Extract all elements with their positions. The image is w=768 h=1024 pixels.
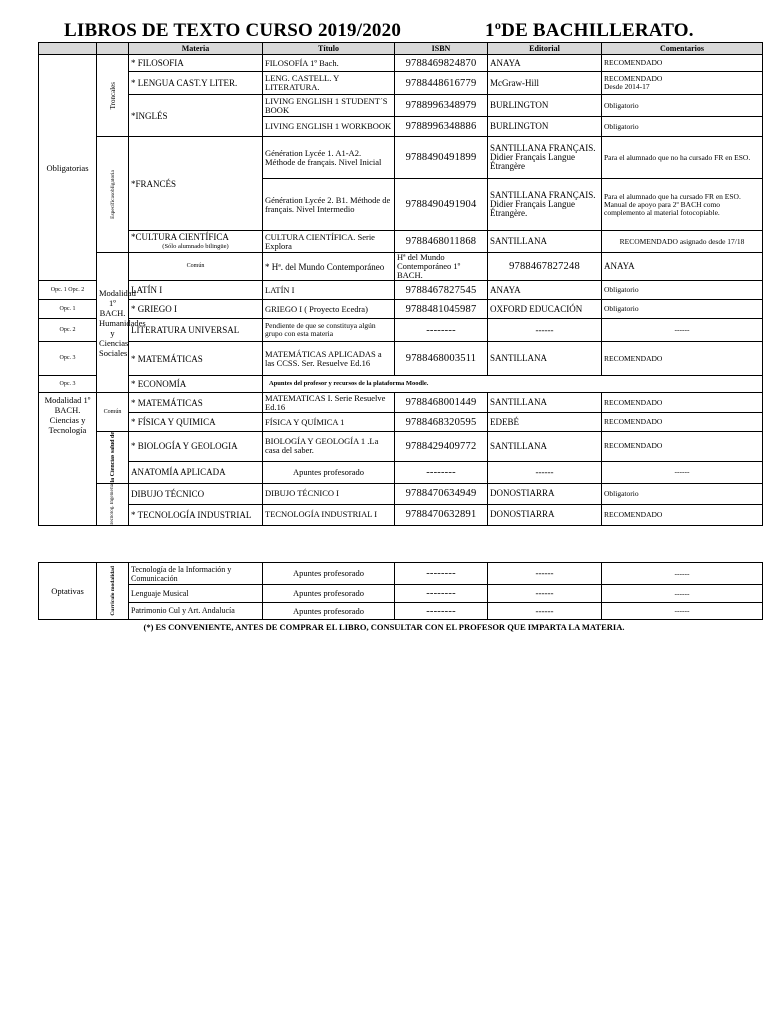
footnote: (*) ES CONVENIENTE, ANTES DE COMPRAR EL LIBRO, CONSULTAR CON EL PROFESOR QUE IMPARTA LA MATERIA.	[143, 622, 625, 632]
table-row: Opc. 1 * GRIEGO I GRIEGO I ( Proyecto Ecedra) 9788481045987 OXFORD EDUCACIÓN Obligatorio	[39, 300, 763, 319]
table-row: LIVING ENGLISH 1 WORKBOOK 9788996348886 BURLINGTON Obligatorio	[39, 117, 763, 137]
table-row: Opc. 3 * ECONOMÍA Apuntes del profesor y recursos de la plataforma Moodle.	[39, 376, 763, 393]
col-titulo: Título	[263, 43, 395, 55]
table-row: Modalidad 1º BACH. Humanidades y Ciencias Sociales Común * Hª. del Mundo Contemporáneo Hª del Mundo Contemporáneo 1º BACH. 9788467827248 ANAYA	[39, 253, 763, 281]
table-row: Obligatorias Troncales * FILOSOFIA FILOSOFÍA 1º Bach. 9788469824870 ANAYA RECOMENDADO	[39, 55, 763, 72]
table-row: * LENGUA CAST.Y LITER. LENG. CASTELL. Y LITERATURA. 9788448616779 McGraw-Hill RECOMENDADO Desde 2014-17	[39, 72, 763, 95]
col-materia: Materia	[129, 43, 263, 55]
title-left: LIBROS DE TEXTO CURSO 2019/2020	[64, 20, 402, 41]
subgroup-especificas: Específicasobligatoria	[97, 137, 129, 253]
table-row: * FÍSICA Y QUIMICA FÍSICA Y QUÍMICA 1 9788468320595 EDEBÉ RECOMENDADO	[39, 413, 763, 432]
table-row: Patrimonio Cul y Art. Andalucía Apuntes profesorado -------- ------ ------	[39, 603, 763, 620]
optativas-table	[38, 562, 763, 620]
table-row: la Ciencias salud de * BIOLOGÍA Y GEOLOGIA BIOLOGÍA Y GEOLOGÍA 1 .La casa del saber. 9788429409772 SANTILLANA RECOMENDADO	[39, 432, 763, 462]
table-row: Tecnolog. Ingeniería DIBUJO TÉCNICO DIBUJO TÉCNICO I 9788470634949 DONOSTIARRA Obligatorio	[39, 483, 763, 504]
title-right: 1ºDE BACHILLERATO.	[485, 20, 694, 41]
table-row: Opc. 1 Opc. 2 LATÍN I LATÍN I 9788467827545 ANAYA Obligatorio	[39, 281, 763, 300]
table-row: * TECNOLOGÍA INDUSTRIAL TECNOLOGÍA INDUSTRIAL I 9788470632891 DONOSTIARRA RECOMENDADO	[39, 504, 763, 525]
books-table	[38, 42, 763, 526]
table-row: Lenguaje Musical Apuntes profesorado -------- ------ ------	[39, 585, 763, 603]
table-row: ANATOMÍA APLICADA Apuntes profesorado -------- ------ ------	[39, 461, 763, 483]
col-comentarios: Comentarios	[602, 43, 763, 55]
col-editorial: Editorial	[488, 43, 602, 55]
group-optativas: Optativas	[39, 563, 97, 620]
group-humanidades: Modalidad 1º BACH. Humanidades y Ciencias Sociales	[97, 253, 129, 393]
table-row: *INGLÉS LIVING ENGLISH 1 STUDENT´S BOOK 9788996348979 BURLINGTON Obligatorio	[39, 95, 763, 117]
table-row: *CULTURA CIENTÍFICA (Sólo alumnado bilingüe) CULTURA CIENTÍFICA. Serie Explora 9788468011868 SANTILLANA RECOMENDADO asignado desde 17/18	[39, 231, 763, 253]
page-title	[64, 20, 694, 42]
table-row: Génération Lycée 2. B1. Méthode de français. Nivel Intermedio 9788490491904 SANTILLANA FRANÇAIS. Didier Français Langue Étrangère. Para el alumnado que ha cursado FR en ESO. Manual de apoyo para 2º BACH como complemento al material fotocopiable.	[39, 179, 763, 231]
table-row: Optativas Curriculo modalidad Tecnología de la Información y Comunicación Apuntes profesorado -------- ------ ------	[39, 563, 763, 585]
group-ciencias: Modalidad 1º BACH. Ciencias y Tecnología	[39, 393, 97, 526]
group-obligatorias: Obligatorias	[39, 55, 97, 281]
table-header-row	[39, 43, 763, 55]
table-row: Específicasobligatoria *FRANCÉS Génération Lycée 1. A1-A2. Méthode de français. Nivel Inicial 9788490491899 SANTILLANA FRANÇAIS. Didier Français Langue Étrangère Para el alumnado que no ha cursado FR en ESO.	[39, 137, 763, 179]
table-row: Opc. 3 * MATEMÁTICAS MATEMÁTICAS APLICADAS a las CCSS. Ser. Resuelve Ed.16 9788468003511 SANTILLANA RECOMENDADO	[39, 342, 763, 376]
table-row: Opc. 2 LITERATURA UNIVERSAL Pendiente de que se constituya algún grupo con esta materia -------- ------ ------	[39, 319, 763, 342]
subgroup-troncales: Troncales	[97, 55, 129, 137]
col-isbn: ISBN	[395, 43, 488, 55]
table-row: Modalidad 1º BACH. Ciencias y Tecnología Común * MATEMÁTICAS MATEMATICAS I. Serie Resuelve Ed.16 9788468001449 SANTILLANA RECOMENDADO	[39, 393, 763, 413]
